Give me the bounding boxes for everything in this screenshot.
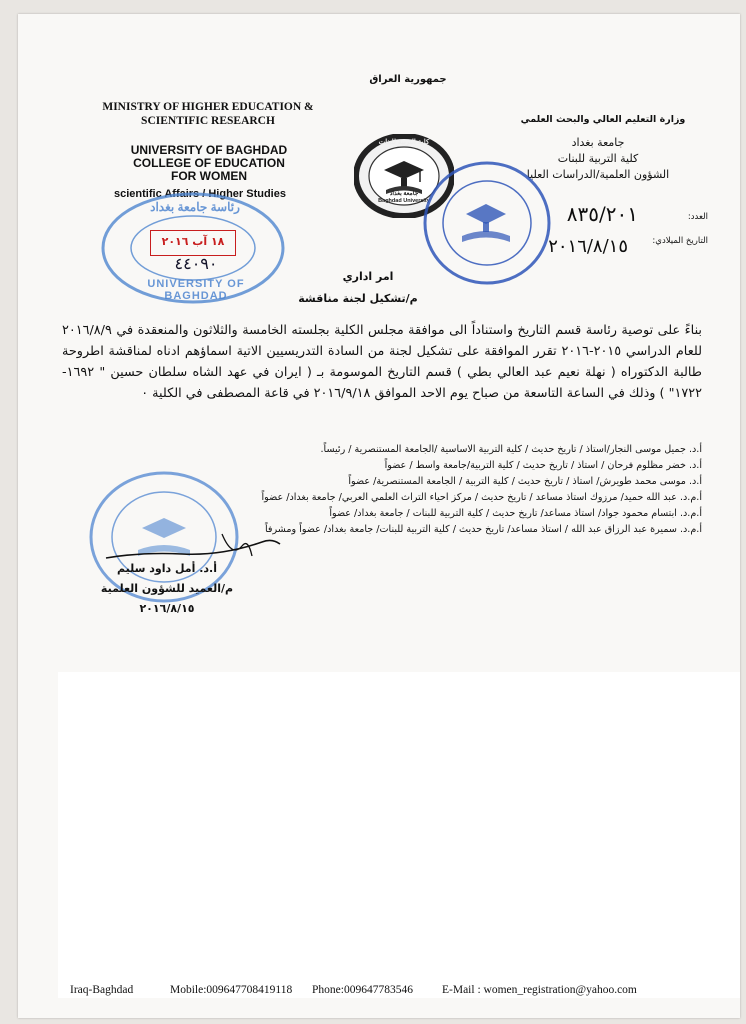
college-en-line1: COLLEGE OF EDUCATION (133, 156, 285, 170)
university-en: UNIVERSITY OF BAGHDAD (130, 143, 288, 157)
footer-location: Iraq-Baghdad (70, 984, 134, 996)
stamp-ring-top: رئاسة جامعة بغداد (150, 200, 240, 214)
order-type: امر اداري (342, 270, 394, 283)
date-label: التاريخ الميلادي: (652, 236, 708, 246)
handwritten-date: ٢٠١٦/٨/١٥ (548, 236, 628, 257)
college-seal-stamp (422, 160, 552, 286)
order-body: بناءً على توصية رئاسة قسم التاريخ واستناداً الى موافقة مجلس الكلية بجلسته الخامسة والثلاثون والمنعقدة في ٢٠١٦/٨/٩ للعام الدراسي ٢٠١٥-٢٠١٦ تقرر الموافقة على تشكيل لجنة من السادة التدريسيين الاتية اسماؤهم ادناه لمناقشة اطروحة طالبة الدكتوراه ( نهلة نعيم عبد العالي بطي ) قسم التاريخ الموسومة بـ ( ايران في عهد الشاه سلطان حسين " ١٦٩٢- ١٧٢٢" ) وذلك في الساعة التاسعة من صباح يوم الاحد الموافق ٢٠١٦/٩/١٨ في قاعة المصطفى في الكلية ٠ (62, 323, 702, 401)
logo-bottom-en: Baghdad University (378, 198, 430, 204)
footer-mobile: Mobile:009647708419118 (170, 984, 293, 996)
committee-member: أ.م.د. سميرة عبد الرزاق عبد الله / استاذ مساعد/ تاريخ حديث / كلية التربية للبنات/ جامعة بغداد/ عضواً ومشرفاً (265, 524, 702, 535)
college-ar: كلية التربية للبنات (557, 152, 639, 165)
footer-phone: Phone:009647783546 (312, 984, 413, 996)
logo-ring-text: كلية التربية للبنات (378, 139, 430, 146)
college-en (114, 144, 304, 183)
ministry-ar: وزارة التعليم العالي والبحث العلمي (520, 114, 686, 125)
number-label: العدد: (687, 212, 708, 222)
footer-email: E-Mail : women_registration@yahoo.com (442, 984, 637, 996)
university-ar: جامعة بغداد (571, 136, 625, 149)
committee-member: أ.د. جميل موسى النجار/استاذ / تاريخ حديث / كلية التربية الاساسية /الجامعة المستنصرية / رئيساً. (320, 444, 702, 455)
ministry-en-line1: MINISTRY OF HIGHER EDUCATION & (102, 101, 314, 113)
document-page (18, 14, 740, 1018)
affairs-en: scientific Affairs / Higher Studies (114, 188, 286, 200)
committee-member: أ.د. موسى محمد طويرش/ استاذ / تاريخ حديث / كلية التربية / الجامعة المستنصرية/ عضواً (348, 476, 702, 487)
college-seal-icon (422, 160, 552, 286)
redacted-area (58, 672, 740, 998)
committee-member: أ.د. خضر مظلوم فرحان / استاذ / تاريخ حديث / كلية التربية/جامعة واسط / عضواً (384, 460, 702, 471)
signatory-name: أ.د. أمل داود سليم (117, 562, 217, 575)
committee-member: أ.م.د. ابتسام محمود جواد/ استاذ مساعد/ تاريخ حديث / كلية التربية للبنات / جامعة بغداد/ عضواً (329, 508, 702, 519)
signature-date: ٢٠١٦/٨/١٥ (139, 602, 195, 615)
stamp-ring-bottom: UNIVERSITY OF BAGHDAD (147, 278, 245, 302)
signatory-title: م/العميد للشؤون العلمية (100, 582, 234, 595)
university-presidency-stamp (100, 190, 286, 306)
committee-member: أ.م.د. عبد الله حميد/ مرزوك استاذ مساعد / تاريخ حديث / مركز احياء التراث العلمي العربي/ جامعة بغداد/ عضواً (261, 492, 702, 503)
stamp-received-date: ١٨ آب ٢٠١٦ (150, 230, 236, 256)
ministry-en (88, 100, 328, 128)
handwritten-number: ٨٣٥/٢٠١ (566, 202, 638, 226)
republic-heading: جمهورية العراق (369, 74, 447, 85)
affairs-ar: الشؤون العلمية/الدراسات العليا (526, 168, 670, 181)
stamp-handwritten-number: ٤٤٠٩٠ (174, 254, 218, 273)
logo-bottom-ar: جامعة بغداد (389, 191, 419, 197)
college-en-line2: FOR WOMEN (171, 169, 247, 183)
order-subject: م/تشكيل لجنة مناقشة (298, 292, 418, 305)
ministry-en-line2: SCIENTIFIC RESEARCH (141, 115, 275, 127)
